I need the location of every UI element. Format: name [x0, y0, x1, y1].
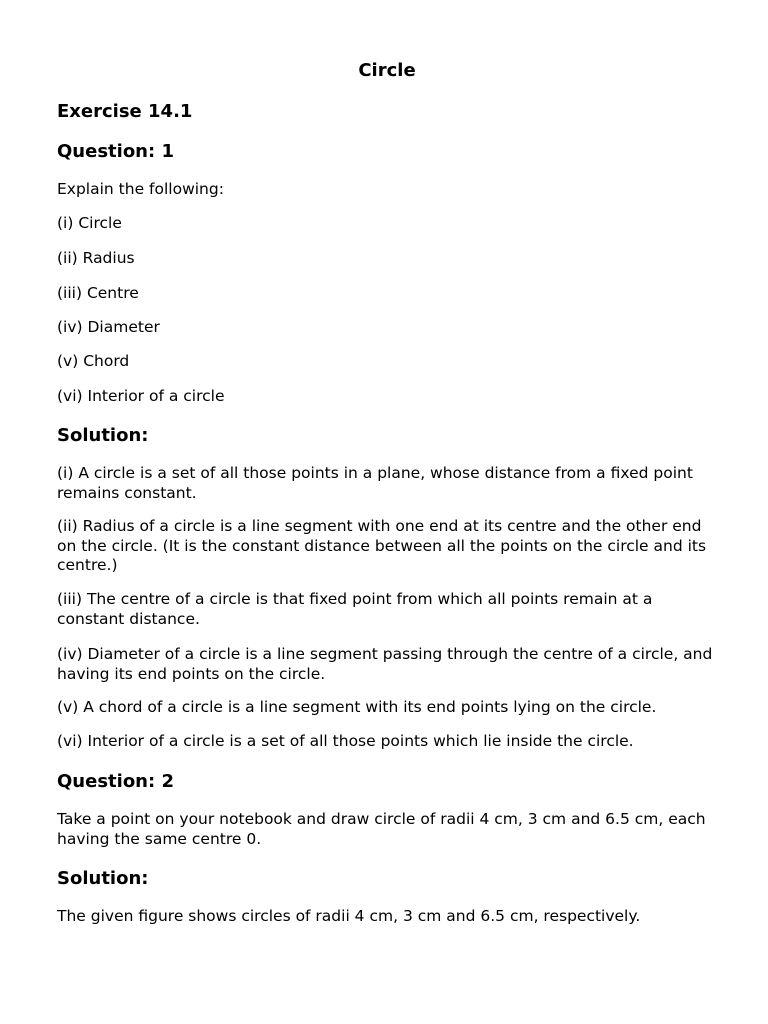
solution-1-answer: (ii) Radius of a circle is a line segment with one end at its centre and the other end on the circle. (It is the constant distance between all the points on the circle and its centre.) [57, 517, 707, 574]
question-1-heading: Question: 1 [57, 141, 174, 162]
exercise-heading: Exercise 14.1 [57, 101, 193, 122]
solution-1-answer: (iii) The centre of a circle is that fixed point from which all points remain at a constant distance. [57, 590, 653, 628]
question-1-item: (iv) Diameter [57, 318, 160, 336]
solution-2-heading: Solution: [57, 868, 149, 889]
question-1-item: (v) Chord [57, 352, 130, 370]
solution-1-heading: Solution: [57, 425, 149, 446]
question-1-item: (vi) Interior of a circle [57, 387, 225, 405]
question-1-item: (iii) Centre [57, 284, 139, 302]
question-1-item: (i) Circle [57, 214, 122, 232]
question-2-heading: Question: 2 [57, 771, 174, 792]
question-1-item: (ii) Radius [57, 249, 135, 267]
document-title: Circle [358, 60, 416, 81]
solution-1-answer: (vi) Interior of a circle is a set of all those points which lie inside the circle. [57, 732, 634, 750]
question-2-prompt: Take a point on your notebook and draw circle of radii 4 cm, 3 cm and 6.5 cm, each having the same centre 0. [57, 810, 706, 848]
question-1-prompt: Explain the following: [57, 180, 224, 198]
solution-1-answer: (v) A chord of a circle is a line segment with its end points lying on the circle. [57, 698, 657, 716]
solution-1-answer: (iv) Diameter of a circle is a line segment passing through the centre of a circle, and having its end points on the circle. [57, 645, 713, 683]
solution-1-answer: (i) A circle is a set of all those points in a plane, whose distance from a fixed point remains constant. [57, 464, 693, 502]
solution-2-answer: The given figure shows circles of radii 4 cm, 3 cm and 6.5 cm, respectively. [57, 907, 641, 925]
